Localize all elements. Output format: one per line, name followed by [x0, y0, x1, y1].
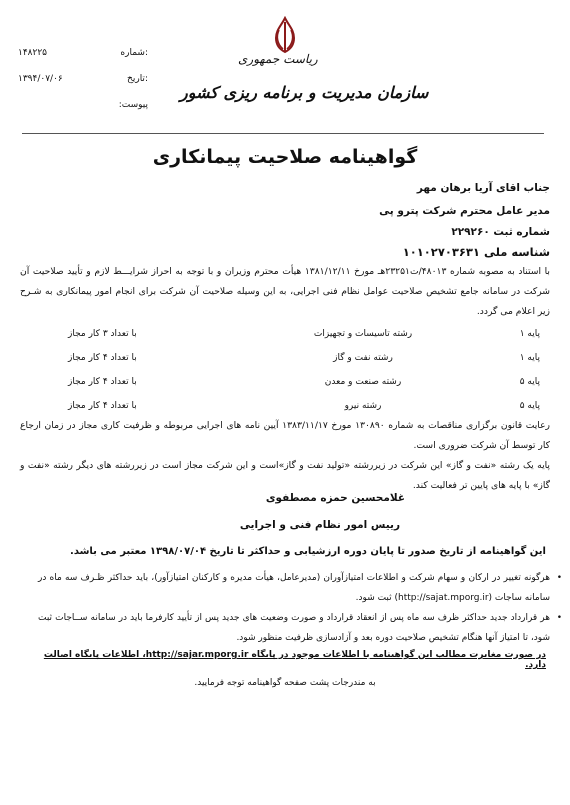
back-page-note: به مندرجات پشت صفحه گواهینامه توجه فرمایید.	[194, 678, 376, 688]
national-id: شناسه ملی ۱۰۱۰۲۷۰۳۶۳۱	[402, 245, 550, 259]
count-cell: با تعداد ۴ کار مجاز	[67, 353, 137, 363]
signatory-name: غلامحسین حمزه مصطفوی	[265, 492, 405, 504]
grade-cell: پایه ۱	[519, 353, 540, 363]
addressee-name: جناب اقای آریا برهان مهر	[416, 182, 550, 194]
bullet-icon: •	[556, 573, 562, 583]
validity-statement: این گواهینامه از تاریخ صدور تا پایان دوره ارزشیابی و حداکثر تا تاریخ ۱۳۹۸/۰۷/۰۴ معتبر می باشد.	[70, 546, 546, 557]
table-row	[60, 370, 540, 394]
iran-emblem-icon	[268, 16, 302, 54]
table-row	[60, 394, 540, 418]
table-row	[60, 346, 540, 370]
table-row	[60, 322, 540, 346]
field-cell: رشته تاسیسات و تجهیزات	[313, 329, 413, 339]
signatory-position: رییس امور نظام فنی و اجرایی	[239, 519, 400, 531]
grade-cell: پایه ۱	[519, 329, 540, 339]
count-cell: با تعداد ۳ کار مجاز	[67, 329, 137, 339]
bullet-icon: •	[556, 613, 562, 623]
org-presidency: ریاست جمهوری	[238, 52, 318, 66]
header-divider	[22, 133, 544, 134]
field-cell: رشته نفت و گاز	[333, 353, 393, 363]
intro-paragraph: با استناد به مصوبه شماره ۴۸۰۱۳/ت۲۳۲۵۱هـ مورخ ۱۳۸۱/۱۲/۱۱ هیأت محترم وزیران و با توجه به احراز شرایـــط لازم و تأیید صلاحیت آن شرکت در سامانه جامع تشخیص صلاحیت عوامل نظام فنی اجرایی، به این وسیله صلاحیت آن شرکت برای انجام امور پیمانکاری به شـرح زیر اعلام می گردد.	[20, 266, 550, 317]
bullet-item	[38, 568, 562, 608]
count-cell: با تعداد ۴ کار مجاز	[67, 377, 137, 387]
letter-date-label: تاریخ:	[127, 74, 148, 84]
field-cell: رشته صنعت و معدن	[324, 377, 402, 387]
letter-date-value: ۱۳۹۴/۰۷/۰۶	[18, 74, 63, 84]
grade-cell: پایه ۵	[519, 377, 540, 387]
letter-date-row	[18, 66, 148, 92]
bullet-text: هرگونه تغییر در ارکان و سهام شرکت و اطلاعات امتیازآوران (مدیرعامل، هیأت مدیره و کارکنان امتیازآور)، باید حداکثر ظـرف سه ماه در سامانه ساجات (http://sajat.mporg.ir) ثبت شود.	[38, 573, 550, 603]
grades-table	[60, 322, 540, 418]
field-cell: رشته نیرو	[344, 401, 382, 411]
bullet-text: هر قرارداد جدید حداکثر ظرف سه ماه پس از انعقاد قرارداد و صورت وضعیت های جدید پس از تأیید کارفرما باید در سامانه ســاجات ثبت شود، تا امتیاز آنها هنگام تشخیص صلاحیت دوره بعد و آزادسازی ظرفیت منظور شود.	[38, 613, 550, 643]
count-cell: با تعداد ۴ کار مجاز	[67, 401, 137, 411]
letter-number-label: شماره:	[120, 48, 148, 58]
letter-meta	[18, 40, 148, 118]
letter-number-row	[18, 40, 148, 66]
tender-law-note: رعایت قانون برگزاری مناقصات به شماره ۱۳۰۸۹۰ مورخ ۱۳۸۳/۱۱/۱۷ آیین نامه های اجرایی مربوطه و ظرفیت کاری مجاز در زمان ارجاع کار توسط آن شرکت ضروری است.	[20, 420, 550, 451]
registration-number: شماره ثبت ۲۲۹۲۶۰	[451, 226, 550, 238]
grade-cell: پایه ۵	[519, 401, 540, 411]
oil-gas-note: پایه یک رشته «نفت و گاز» این شرکت در زیررشته «تولید نفت و گاز»است و این شرکت مجاز است در زیررشته های دیگر رشته «نفت و گاز» با پایه های پایین تر فعالیت کند.	[20, 460, 550, 491]
attachment-label: پیوست:	[118, 100, 148, 110]
letter-number-value: ۱۴۸۲۲۵	[18, 48, 48, 58]
discrepancy-warning: در صورت مغایرت مطالب این گواهینامه با اطلاعات موجود در پایگاه http://sajar.mporg.ir، اطلاعات پایگاه اصالت دارد.	[43, 650, 546, 670]
org-name: سازمان مدیریت و برنامه ریزی کشور	[180, 83, 429, 102]
addressee-position: مدیر عامل محترم شرکت پترو پی	[379, 205, 550, 217]
attachment-row	[18, 92, 148, 118]
bullet-item	[38, 608, 562, 648]
page-title: گواهینامه صلاحیت پیمانکاری	[152, 146, 418, 168]
